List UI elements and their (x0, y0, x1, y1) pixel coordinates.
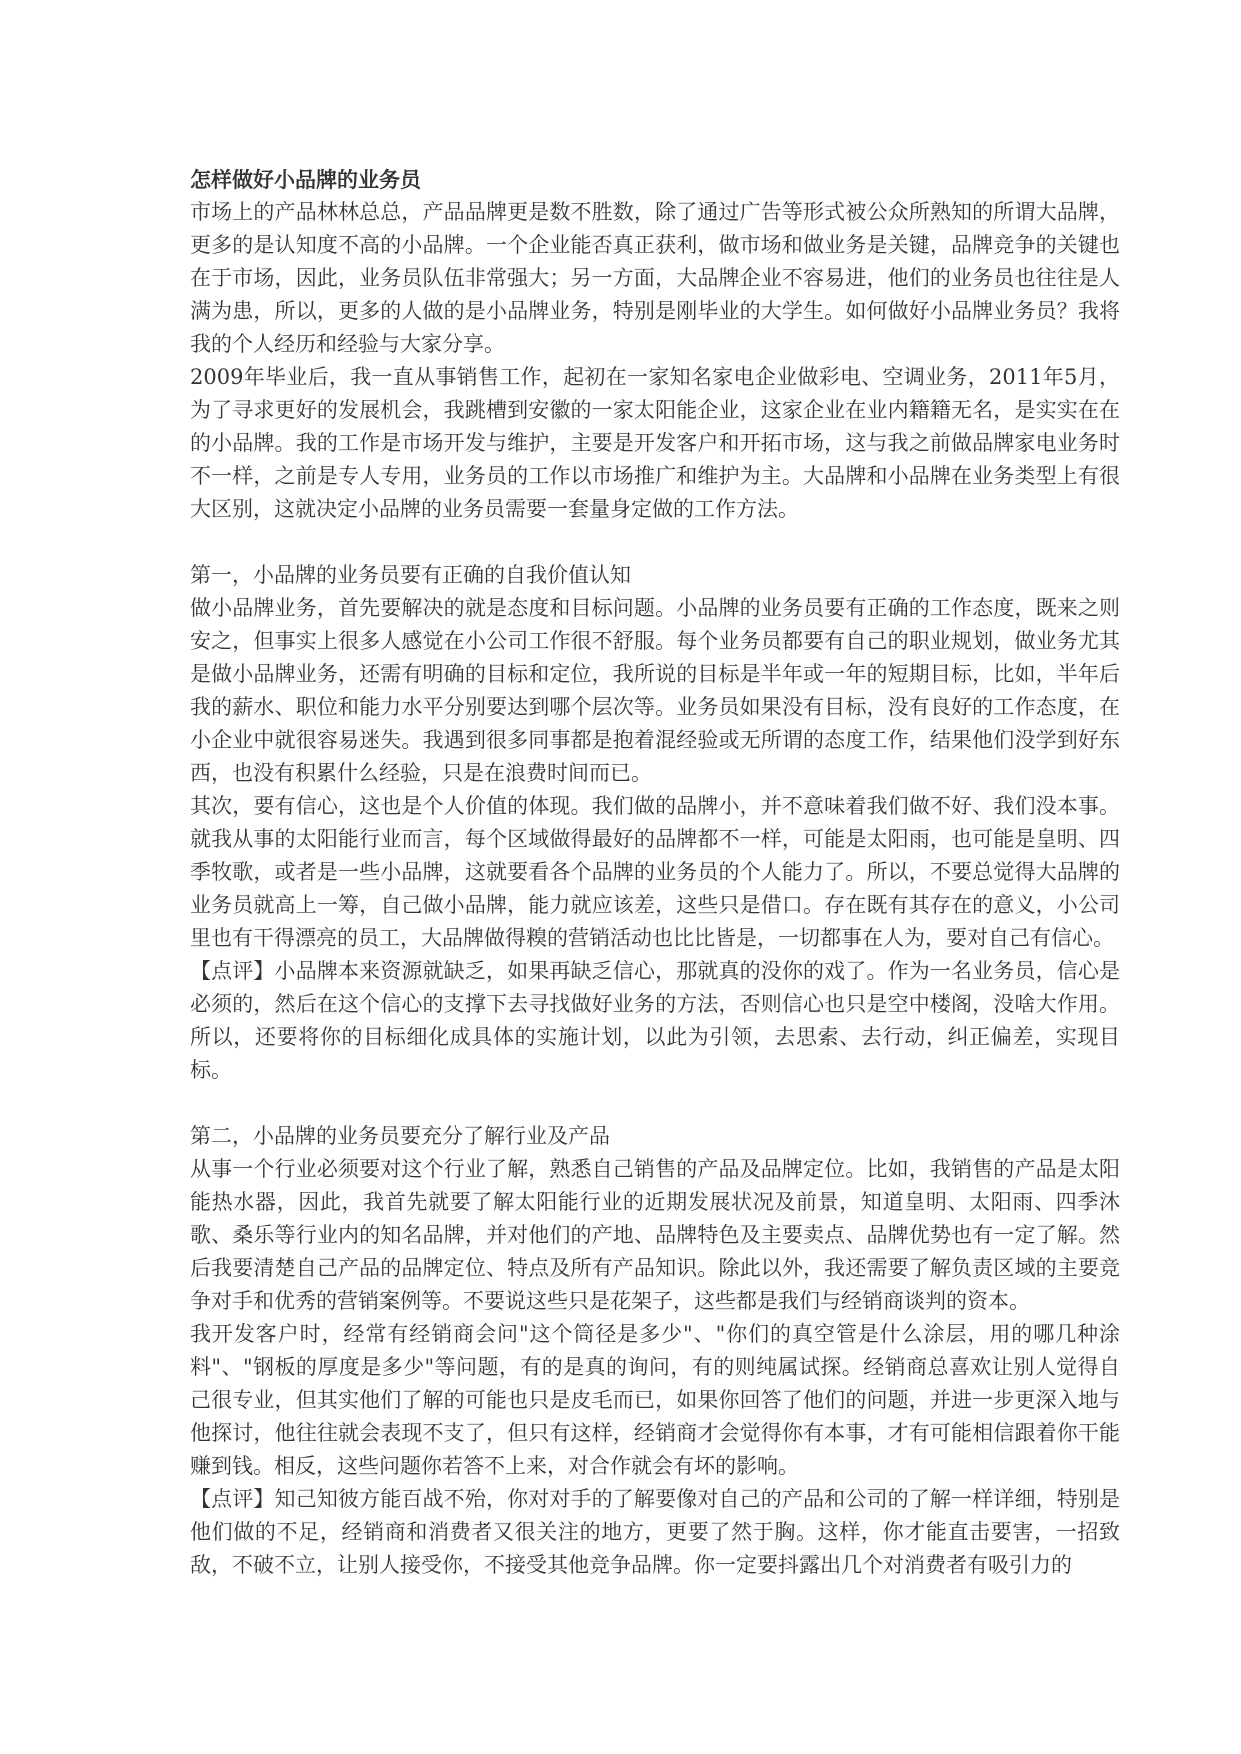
intro-paragraph-2: 2009年毕业后，我一直从事销售工作，起初在一家知名家电企业做彩电、空调业务，2011年5月，为了寻求更好的发展机会，我跳槽到安徽的一家太阳能企业，这家企业在业内籍籍无名，是实实在在的小品牌。我的工作是市场开发与维护，主要是开发客户和开拓市场，这与我之前做品牌家电业务时不一样，之前是专人专用，业务员的工作以市场推广和维护为主。大品牌和小品牌在业务类型上有很大区别，这就决定小品牌的业务员需要一套量身定做的工作方法。 (190, 365, 1120, 521)
section-1-heading: 第一，小品牌的业务员要有正确的自我价值认知 (190, 563, 631, 587)
section-2-comment: 【点评】知己知彼方能百战不殆，你对对手的了解要像对自己的产品和公司的了解一样详细，特别是他们做的不足，经销商和消费者又很关注的地方，更要了然于胸。这样，你才能直击要害，一招致敌，不破不立，让别人接受你，不接受其他竞争品牌。你一定要抖露出几个对消费者有吸引力的 (190, 1487, 1120, 1577)
section-2-heading: 第二，小品牌的业务员要充分了解行业及产品 (190, 1124, 610, 1148)
document-page (190, 163, 1120, 1582)
intro-paragraph-1: 市场上的产品林林总总，产品品牌更是数不胜数，除了通过广告等形式被公众所熟知的所谓大品牌，更多的是认知度不高的小品牌。一个企业能否真正获利，做市场和做业务是关键，品牌竞争的关键也在于市场，因此，业务员队伍非常强大；另一方面，大品牌企业不容易进，他们的业务员也往往是人满为患，所以，更多的人做的是小品牌业务，特别是刚毕业的大学生。如何做好小品牌业务员？我将我的个人经历和经验与大家分享。 (190, 200, 1120, 356)
section-2 (190, 1120, 1120, 1582)
section-1-comment: 【点评】小品牌本来资源就缺乏，如果再缺乏信心，那就真的没你的戏了。作为一名业务员，信心是必须的，然后在这个信心的支撑下去寻找做好业务的方法，否则信心也只是空中楼阁，没啥大作用。所以，还要将你的目标细化成具体的实施计划，以此为引领，去思索、去行动，纠正偏差，实现目标。 (190, 959, 1120, 1082)
section-1 (190, 559, 1120, 1087)
section-1-paragraph-1: 做小品牌业务，首先要解决的就是态度和目标问题。小品牌的业务员要有正确的工作态度，既来之则安之，但事实上很多人感觉在小公司工作很不舒服。每个业务员都要有自己的职业规划，做业务尤其是做小品牌业务，还需有明确的目标和定位，我所说的目标是半年或一年的短期目标，比如，半年后我的薪水、职位和能力水平分别要达到哪个层次等。业务员如果没有目标，没有良好的工作态度，在小企业中就很容易迷失。我遇到很多同事都是抱着混经验或无所谓的态度工作，结果他们没学到好东西，也没有积累什么经验，只是在浪费时间而已。 (190, 596, 1120, 785)
section-2-paragraph-1: 从事一个行业必须要对这个行业了解，熟悉自己销售的产品及品牌定位。比如，我销售的产品是太阳能热水器，因此，我首先就要了解太阳能行业的近期发展状况及前景，知道皇明、太阳雨、四季沐歌、桑乐等行业内的知名品牌，并对他们的产地、品牌特色及主要卖点、品牌优势也有一定了解。然后我要清楚自己产品的品牌定位、特点及所有产品知识。除此以外，我还需要了解负责区域的主要竞争对手和优秀的营销案例等。不要说这些只是花架子，这些都是我们与经销商谈判的资本。 (190, 1157, 1120, 1313)
section-2-paragraph-2: 我开发客户时，经常有经销商会问"这个筒径是多少"、"你们的真空管是什么涂层，用的哪几种涂料"、"钢板的厚度是多少"等问题，有的是真的询问，有的则纯属试探。经销商总喜欢让别人觉得自己很专业，但其实他们了解的可能也只是皮毛而已，如果你回答了他们的问题，并进一步更深入地与他探讨，他往往就会表现不支了，但只有这样，经销商才会觉得你有本事，才有可能相信跟着你干能赚到钱。相反，这些问题你若答不上来，对合作就会有坏的影响。 (190, 1322, 1120, 1478)
section-1-paragraph-2: 其次，要有信心，这也是个人价值的体现。我们做的品牌小，并不意味着我们做不好、我们没本事。就我从事的太阳能行业而言，每个区域做得最好的品牌都不一样，可能是太阳雨，也可能是皇明、四季牧歌，或者是一些小品牌，这就要看各个品牌的业务员的个人能力了。所以，不要总觉得大品牌的业务员就高上一筹，自己做小品牌，能力就应该差，这些只是借口。存在既有其存在的意义，小公司里也有干得漂亮的员工，大品牌做得糗的营销活动也比比皆是，一切都事在人为，要对自己有信心。 (190, 794, 1120, 950)
document-title: 怎样做好小品牌的业务员 (190, 167, 421, 192)
